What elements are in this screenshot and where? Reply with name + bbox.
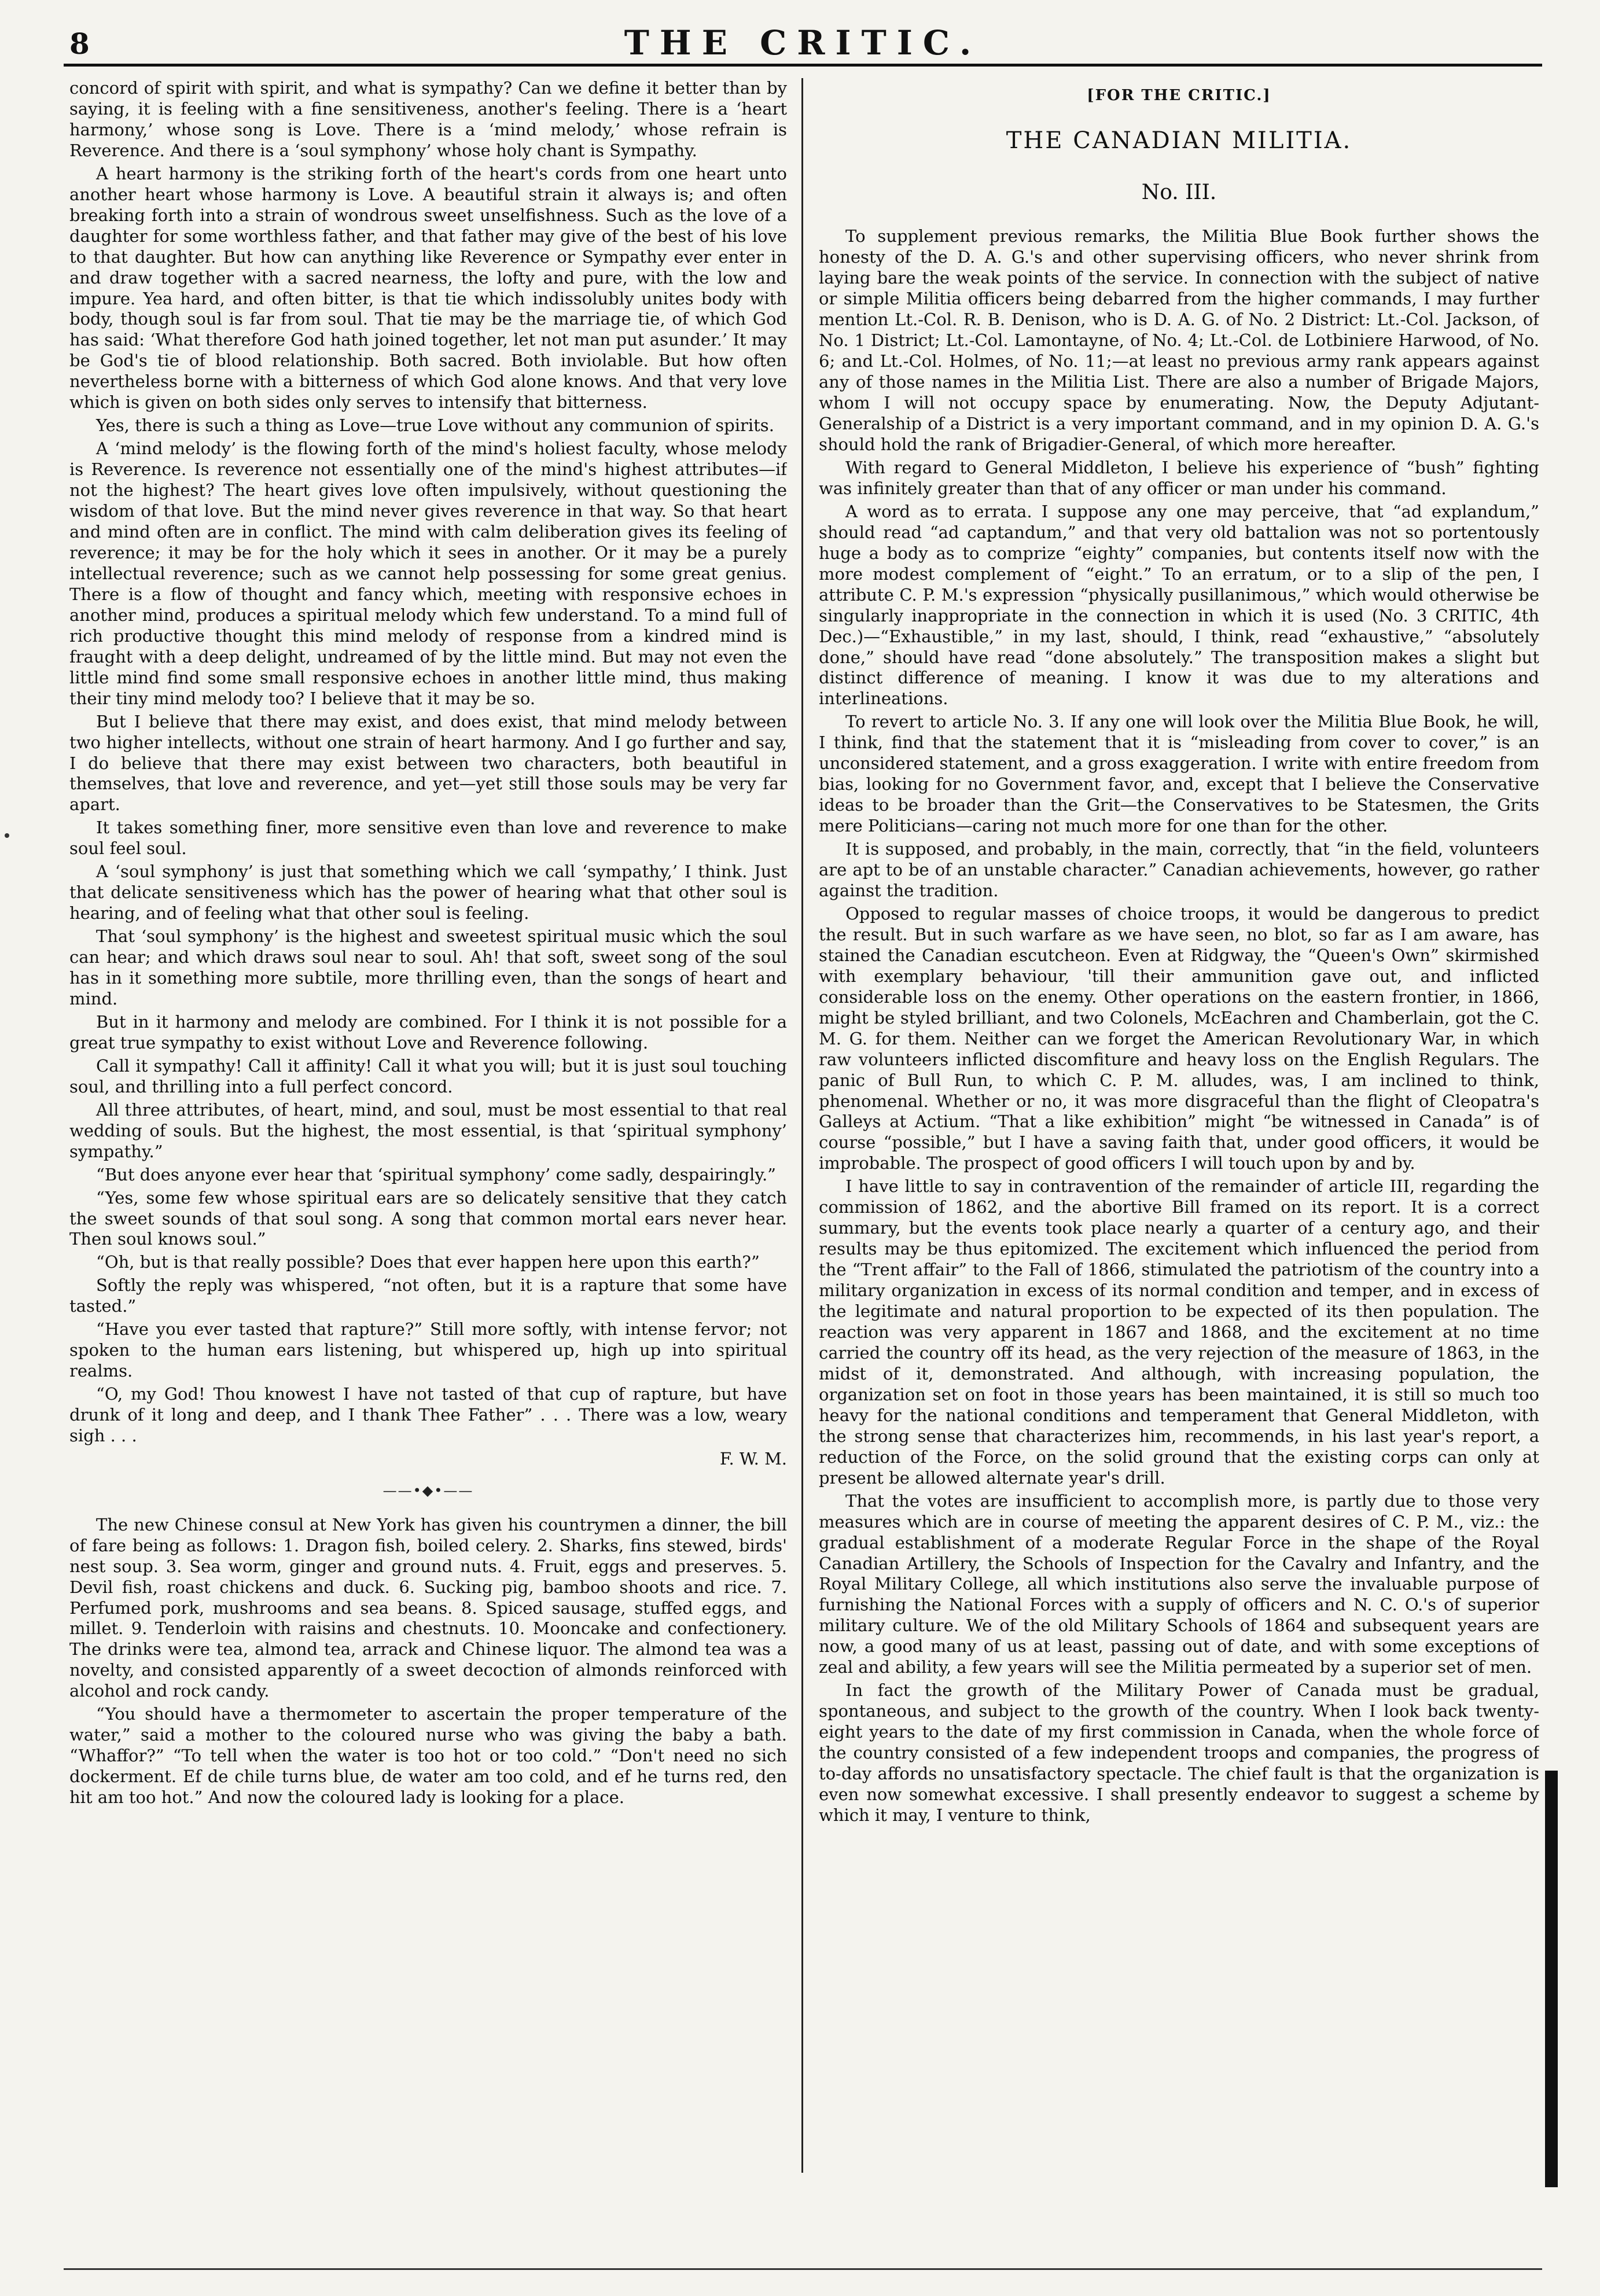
page-header bbox=[69, 23, 1536, 64]
page-number: 8 bbox=[69, 27, 90, 61]
paragraph: “Yes, some few whose spiritual ears are so delicately sensitive that they catch the sweet sounds of that soul song. A song that common mortal ears never hear. Then soul knows soul.” bbox=[69, 1187, 787, 1249]
closing-paragraph: “O, my God! Thou knowest I have not tasted of that cup of rapture, but have drunk of it long and deep, and I thank Thee Father” . . . There was a low, weary sigh . . . bbox=[69, 1384, 787, 1446]
paragraph: “You should have a thermometer to ascertain the proper temperature of the water,” said a mother to the coloured nurse who was giving the baby a bath. “Whaffor?” “To tell when the water is too hot or too cold.” “Don't need no sich dockerment. Ef de chile turns blue, de water am too cold, and ef he turns red, den hit am too hot.” And now the coloured lady is looking for a place. bbox=[69, 1704, 787, 1808]
paragraph: “Have you ever tasted that rapture?” Still more softly, with intense fervor; not spoken to the human ears listening, but whispered up, high up into spiritual realms. bbox=[69, 1319, 787, 1381]
article-title: THE CANADIAN MILITIA. bbox=[1006, 127, 1352, 154]
signature-line bbox=[69, 1449, 787, 1470]
scan-speck bbox=[5, 833, 9, 838]
separator-ornament: ——•◆•—— bbox=[382, 1482, 474, 1499]
paragraph: All three attributes, of heart, mind, and soul, must be most essential to that real wedding of souls. But the highest, the most essential, is that ‘spiritual symphony’ sympathy.” bbox=[69, 1099, 787, 1161]
paragraph: Call it sympathy! Call it affinity! Call it what you will; but it is just soul touching soul, and thrilling into a full perfect concord. bbox=[69, 1055, 787, 1097]
paragraph: I have little to say in contravention of the remainder of article III, regarding the commission of 1862, and the abortive Bill framed on its report. It is a correct summary, but the events took place nearly a quarter of a century ago, and their results may be thus epitomized. The excitement which influenced the period from the “Trent affair” to the Fall of 1866, stimulated the patriotism of the country into a military organization in excess of its normal condition and temper, and in excess of the legitimate and natural proportion to be expected of its then population. The reaction was very apparent in 1867 and 1868, and the excitement at no time carried the country off its head, as the very rejection of the measure of 1863, in the midst of it, demonstrated. And although, with increasing population, the organization set on foot in those years has been maintained, it is still so much too heavy for the national conditions and temperament that General Middleton, with the strong sense that characterizes him, recommends, in his last year's report, a reduction of the Force, on the solid ground that the existing corps can only at present be allowed alternate year's drill. bbox=[819, 1176, 1539, 1488]
left-column bbox=[69, 78, 787, 2172]
paragraph: A heart harmony is the striking forth of the heart's cords from one heart unto another heart whose harmony is Love. A beautiful strain it always is; and often breaking forth into a strain of wondrous sweet unselfishness. Such as the love of a daughter for some worthless father, and that father may give of the best of his love to that daughter. But how can anything like Reverence or Sympathy ever enter in and draw together with a sacred nearness, the lofty and pure, with the low and impure. Yea hard, and often bitter, is that tie which indissolubly unites body with body, though soul is far from soul. That tie may be the marriage tie, of which God has said: ‘What therefore God hath joined together, let not man put asunder.’ It may be God's tie of blood relationship. Both sacred. Both inviolable. But how often nevertheless borne with a bitterness of which God alone knows. And that very love which is given on both sides only serves to intensify that bitterness. bbox=[69, 163, 787, 413]
author-signature: F. W. M. bbox=[719, 1449, 787, 1469]
paragraph: Softly the reply was whispered, “not often, but it is a rapture that some have tasted.” bbox=[69, 1275, 787, 1316]
article-kicker: [FOR THE CRITIC.] bbox=[1087, 87, 1271, 104]
paragraph: To revert to article No. 3. If any one will look over the Militia Blue Book, he will, I think, find that the statement that it is “misleading from cover to cover,” is an unconsidered statement, and a gross exaggeration. I write with entire freedom from bias, looking for no Government favor, and, except that I believe the Conservative ideas to be broader than the Grit—the Conservatives to be Statesmen, the Grits mere Politicians—caring not much more for one than for the other. bbox=[819, 712, 1539, 836]
article-number: No. III. bbox=[1141, 180, 1217, 204]
section-separator bbox=[69, 1482, 787, 1500]
paragraph: In fact the growth of the Military Power of Canada must be gradual, spontaneous, and subject to the growth of the country. When I look back twenty-eight years to the date of my first commission in Canada, when the whole force of the country consisted of a few independent troops and companies, the progress of to-day affords no unsatisfactory spectacle. The chief fault is that the organization is even now somewhat excessive. I shall presently endeavor to suggest a scheme by which it may, I venture to think, bbox=[819, 1680, 1539, 1825]
right-column bbox=[819, 78, 1539, 2172]
masthead: THE CRITIC. bbox=[624, 23, 982, 62]
paragraph: A ‘soul symphony’ is just that something which we call ‘sympathy,’ I think. Just that delicate sensitiveness which has the power of hearing what that other soul is hearing, and of feeling what that other soul is feeling. bbox=[69, 862, 787, 923]
paragraph: But in it harmony and melody are combined. For I think it is not possible for a great true sympathy to exist without Love and Reverence following. bbox=[69, 1011, 787, 1053]
paragraph: “But does anyone ever hear that ‘spiritual symphony’ come sadly, despairingly.” bbox=[96, 1164, 777, 1184]
paragraph: A word as to errata. I suppose any one may perceive, that “ad explandum,” should read “ad captandum,” and that very old battalion was not so portentously huge a body as to comprize “eighty” companies, but contents itself now with the more modest complement of “eight.” To an erratum, or to a slip of the pen, I attribute C. P. M.'s expression “physically pusillanimous,” which would otherwise be singularly inappropriate in the connection in which it is used (No. 3 CRITIC, 4th Dec.)—“Exhaustible,” in my last, should, I think, read “exhaustive,” “absolutely done,” should have read “done absolutely.” The transposition makes a slight but distinct difference of meaning. I know it was due to my alterations and interlineations. bbox=[819, 501, 1539, 709]
paragraph: To supplement previous remarks, the Militia Blue Book further shows the honesty of the D. A. G.'s and other supervising officers, who never shrink from laying bare the weak points of the service. In connection with the subject of native or simple Militia officers being debarred from the higher commands, I may further mention Lt.-Col. R. B. Denison, who is D. A. G. of No. 2 District: Lt.-Col. Jackson, of No. 1 District; Lt.-Col. Lamontayne, of No. 4; Lt.-Col. de Lotbiniere Harwood, of No. 6; and Lt.-Col. Holmes, of No. 11;—at least no previous army rank appears against any of those names in the Militia List. There are also a number of Brigade Majors, whom I will not occupy space by enumerating. Now, the Deputy Adjutant-Generalship of a District is a very important command, and in my opinion D. A. G.'s should hold the rank of Brigadier-General, of which more hereafter. bbox=[819, 226, 1539, 454]
scan-edge-mark bbox=[1545, 1771, 1558, 2187]
paragraph: “Oh, but is that really possible? Does that ever happen here upon this earth?” bbox=[96, 1252, 760, 1272]
paragraph: But I believe that there may exist, and does exist, that mind melody between two higher intellects, without one strain of heart harmony. And I go further and say, I do believe that there may exist between two characters, both beautiful in themselves, that love and reverence, and yet—yet still those souls may be very far apart. bbox=[69, 711, 787, 815]
paragraph: Yes, there is such a thing as Love—true Love without any communion of spirits. bbox=[96, 415, 774, 436]
paragraph: It takes something finer, more sensitive even than love and reverence to make soul feel soul. bbox=[69, 818, 787, 859]
header-rule bbox=[64, 64, 1542, 67]
paragraph: That ‘soul symphony’ is the highest and sweetest spiritual music which the soul can hear; and which draws soul near to soul. Ah! that soft, sweet song of the soul has in it something more subtile, more thrilling even, than the songs of heart and mind. bbox=[69, 926, 787, 1009]
paragraph: It is supposed, and probably, in the main, correctly, that “in the field, volunteers are apt to be of an unstable character.” Canadian achievements, however, go rather against the tradition. bbox=[819, 839, 1539, 900]
paragraph: The new Chinese consul at New York has given his countrymen a dinner, the bill of fare being as follows: 1. Dragon fish, boiled celery. 2. Sharks, fins stewed, birds' nest soup. 3. Sea worm, ginger and ground nuts. 4. Fruit, eggs and preserves. 5. Devil fish, roast chickens and duck. 6. Sucking pig, bamboo shoots and rice. 7. Perfumed pork, mushrooms and sea beans. 8. Spiced sausage, stuffed eggs, and millet. 9. Tenderloin with raisins and chestnuts. 10. Mooncake and confectionery. The drinks were tea, almond tea, arrack and Chinese liquor. The almond tea was a novelty, and consisted apparently of a sweet decoction of almonds reinforced with alcohol and rock candy. bbox=[69, 1514, 787, 1701]
paragraph: A ‘mind melody’ is the flowing forth of the mind's holiest faculty, whose melody is Reverence. Is reverence not essentially one of the mind's highest attributes—if not the highest? The heart gives love often impulsively, without questioning the wisdom of that love. But the mind never gives reverence in that way. So that heart and mind often are in conflict. The mind with calm deliberation gives its feeling of reverence; it may be for the holy which it sees in another. Or it may be a purely intellectual reverence; such as we cannot help possessing for some great genius. There is a flow of thought and fancy which, meeting with responsive echoes in another mind, produces a spiritual melody which few understand. To a mind full of rich productive thought this mind melody of response from a kindred mind is fraught with a deep delight, undreamed of by the little mind. But may not even the little mind find some small responsive echoes in another little mind, thus making their tiny mind melody too? I believe that it may be so. bbox=[69, 439, 787, 708]
paragraph: Opposed to regular masses of choice troops, it would be dangerous to predict the result. But in such warfare as we have seen, no blot, so far as I am aware, has stained the Canadian escutcheon. Even at Ridgway, the “Queen's Own” skirmished with exemplary behaviour, 'till their ammunition gave out, and inflicted considerable loss on the enemy. Other operations on the eastern frontier, in 1866, might be styled brilliant, and two Colonels, McEachren and Chamberlain, got the C. M. G. for them. Neither can we forget the American Revolutionary War, in which raw volunteers inflicted discomfiture and heavy loss on the English Regulars. The panic of Bull Run, to which C. P. M. alludes, was, I am inclined to think, phenomenal. Whether or no, it was more disgraceful than the flight of Cleopatra's Galleys at Actium. “That a like exhibition” might “be witnessed in Canada” is of course “possible,” but I have a saving faith that, under good officers, it would be improbable. The prospect of good officers I will touch upon by and by. bbox=[819, 903, 1539, 1173]
paragraph: That the votes are insufficient to accomplish more, is partly due to those very measures which are in course of meeting the apparent desires of C. P. M., viz.: the gradual establishment of a moderate Regular Force in the shape of the Royal Canadian Artillery, the Schools of Inspection for the Cavalry and Infantry, and the Royal Military College, all which institutions also serve the invaluable purpose of furnishing the National Forces with a supply of officers and N. C. O.'s of superior military culture. We of the old Military Schools of 1864 and subsequent years are now, a good many of us at least, passing out of date, and with some exceptions of zeal and ability, a few years will see the Militia permeated by a superior set of men. bbox=[819, 1491, 1539, 1677]
footer-rule bbox=[64, 2268, 1542, 2270]
paragraph: With regard to General Middleton, I believe his experience of “bush” fighting was infinitely greater than that of any officer or man under his command. bbox=[819, 457, 1539, 498]
paragraph: concord of spirit with spirit, and what is sympathy? Can we define it better than by saying, it is feeling with a fine sensitiveness, another's feeling. There is a ‘heart harmony,’ whose song is Love. There is a ‘mind melody,’ whose refrain is Reverence. And there is a ‘soul symphony’ whose holy chant is Sympathy. bbox=[69, 78, 787, 160]
column-divider bbox=[801, 78, 803, 2173]
